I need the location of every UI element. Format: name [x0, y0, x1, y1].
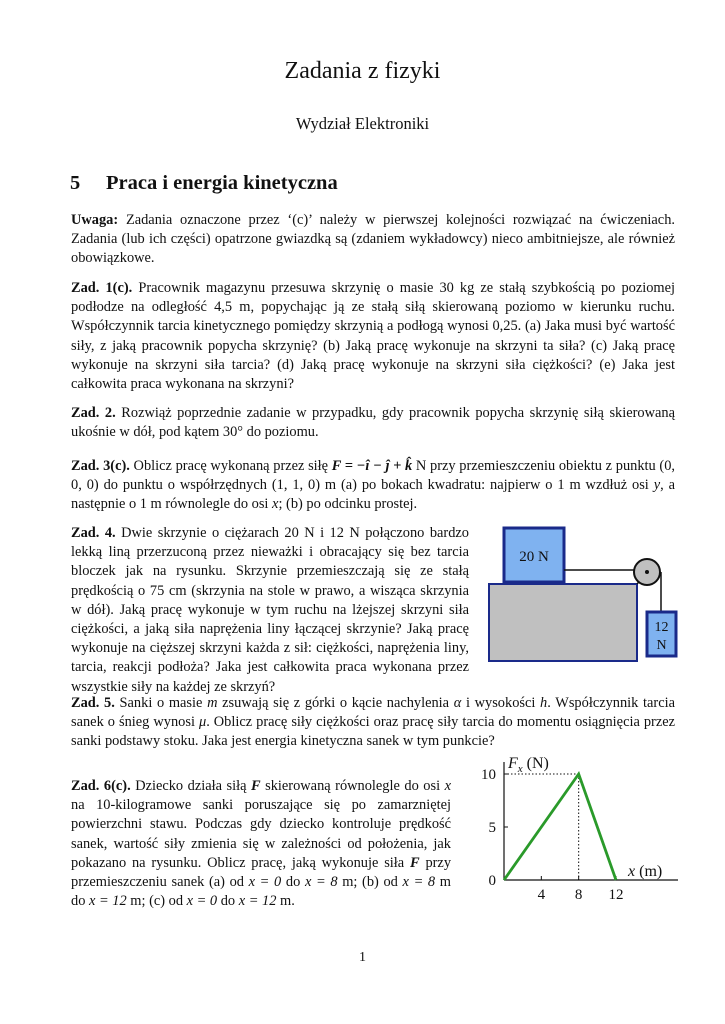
axis-x-1: x — [444, 778, 451, 794]
table-block — [489, 584, 637, 661]
note-text: Zadania oznaczone przez ‘(c)’ należy w pierwszej kolejności rozwiązać na ćwiczeniach. Zadania (lub ich części) opatrzone gwiazdką są (zdaniem wykładowcy) nieco ambitniejsze, ale również obowiązkowe. — [71, 212, 675, 267]
x-axis-label: x (m) — [628, 863, 663, 880]
problem-3 — [71, 457, 675, 515]
problem-2-text: Rozwiąż poprzednie zadanie w przypadku, gdy pracownik popycha skrzynię siłą skierowaną ukośnie w dół, pod kątem 30° do poziomu. — [71, 405, 675, 441]
problem-4-label: Zad. 4. — [71, 525, 116, 541]
problem-6-text-f: m; (b) od — [337, 874, 403, 891]
problem-3-text-a: Oblicz pracę wykonaną przez siłę — [133, 458, 332, 474]
range-5: x = 0 — [186, 893, 218, 910]
problem-6-text-e: do — [281, 874, 305, 891]
heavy-crate-label: 20 N — [519, 549, 549, 565]
section-number: 5 — [70, 172, 81, 194]
problem-5-text-c: i wysokości — [461, 695, 541, 711]
problem-3-text-c: , a następnie o 1 m równolegle do osi — [71, 477, 675, 513]
force-F-2: F — [410, 854, 420, 871]
note-label: Uwaga: — [71, 212, 119, 228]
document-title: Zadania z fizyki — [284, 58, 441, 84]
problem-6-text-b: skierowaną równolegle do osi — [260, 778, 445, 794]
var-alpha: α — [453, 695, 462, 711]
page-number: 1 — [359, 950, 366, 965]
range-6: x = 12 — [238, 893, 277, 910]
note-paragraph — [71, 211, 675, 269]
problem-5 — [71, 694, 675, 752]
y-tick-label-5: 5 — [488, 820, 496, 836]
pulley-figure — [484, 520, 694, 665]
problem-6-text-h: m; (c) od — [126, 893, 187, 910]
document-subtitle: Wydział Elektroniki — [295, 114, 430, 133]
problem-3-label: Zad. 3(c). — [71, 458, 130, 474]
problem-6-text-j: m. — [276, 893, 295, 910]
x-tick-label-4: 4 — [537, 887, 546, 903]
var-h: h — [540, 695, 548, 711]
y-axis-label: $F_x$ (N) — [508, 755, 549, 775]
problem-3-text-d: ; (b) po odcinku prostej. — [278, 496, 418, 513]
problem-3-text-b: N przy przemieszczeniu obiektu z punktu (0, 0, 0) do punktu o współrzędnych (1, 1, 0) m (a) po bokach kwadratu: najpierw o 1 m wzdłuż osi — [71, 458, 675, 494]
x-tick-label-8: 8 — [574, 887, 583, 903]
x-tick-label-12: 12 — [608, 887, 624, 903]
var-mu: μ — [198, 714, 207, 731]
problem-5-text-a: Sanki o masie — [119, 695, 208, 711]
range-2: x = 8 — [304, 874, 338, 891]
pulley-axle — [645, 570, 649, 574]
problem-6-text-a: Dziecko działa siłą — [135, 778, 251, 794]
y-tick-label-0: 0 — [488, 873, 496, 889]
range-3: x = 8 — [402, 874, 436, 891]
problem-1-label: Zad. 1(c). — [71, 280, 133, 296]
force-expression: F = −î − ĵ + k̂ — [331, 458, 413, 474]
problem-5-text-d: . Współczynnik tarcia sanek o śnieg wynosi — [71, 695, 675, 731]
problem-5-text-b: zsuwają się z górki o kącie nachylenia — [217, 695, 454, 711]
axis-y: y — [653, 477, 661, 494]
problem-2 — [71, 404, 675, 442]
force-position-chart — [478, 748, 708, 908]
var-m: m — [207, 695, 218, 711]
range-1: x = 0 — [248, 874, 282, 891]
problem-6-text-d: przy przemieszczeniu sanek (a) od — [71, 854, 452, 891]
problem-4 — [71, 524, 469, 697]
problem-6-text-i: do — [217, 893, 239, 910]
problem-6-text-c: na 10-kilogramowe sanki poruszające się po zamarzniętej powierzchni stawu. Podczas gdy dziecko kontroluje prędkość sanek, wartość siły zmienia się w zależności od położenia, jak pokazano na rysunku. Oblicz pracę, jaką wykonuje siła — [71, 797, 451, 871]
problem-6-text-g: m do — [71, 874, 451, 910]
hanging-crate-label-2: N — [656, 638, 667, 653]
axis-x: x — [272, 496, 279, 513]
force-F-1: F — [251, 778, 261, 794]
problem-1 — [71, 279, 675, 394]
problem-4-text: Dwie skrzynie o ciężarach 20 N i 12 N połączono bardzo lekką liną przerzuconą przez nieważki i obracający się bez tarcia bloczek jak na rysunku. Skrzynie przemieszczają się ze stałą prędkością o 75 cm (skrzynia na stole w prawo, a wisząca skrzynia w dół). Jaką pracę wykonuje w tym ruchu na lżejszej skrzyni siła ciężkości, a jaką siła naprężenia liny łączącej skrzynie? Jaką pracę wykonuje na cięższej skrzyni każda z sił: ciężkości, naprężenia liny, tarcia, reakcji podłoża? Jaka jest całkowita praca wykonana przez wszystkie siły na każdej ze skrzyń? — [71, 525, 469, 695]
problem-6 — [71, 777, 451, 911]
hanging-crate-label-1: 12 — [654, 620, 669, 635]
problem-5-label: Zad. 5. — [71, 695, 115, 711]
problem-6-label: Zad. 6(c). — [71, 778, 131, 794]
problem-2-label: Zad. 2. — [71, 405, 116, 421]
section-heading — [70, 172, 338, 195]
force-series-line — [504, 774, 616, 880]
range-4: x = 12 — [89, 893, 127, 910]
problem-1-text: Pracownik magazynu przesuwa skrzynię o masie 30 kg ze stałą szybkością po poziomej podłodze na odległość 4,5 m, popychając ją ze stałą siłą skierowaną poziomo w kierunku ruchu. Współczynnik tarcia kinetycznego pomiędzy skrzynią a podłogą wynosi 0,25. (a) Jaka musi być wartość siły, z jaką pracownik popycha skrzynię? (b) Jaką pracę wykonuje na skrzyni ta siła? (c) Jaką pracę wykonuje na skrzyni siła tarcia? (d) Jaką pracę wykonuje na skrzyni siła ciężkości? (e) Jaka jest całkowita praca wykonana na skrzyni? — [71, 280, 675, 393]
y-tick-label-10: 10 — [481, 767, 496, 783]
section-title: Praca i energia kinetyczna — [106, 172, 338, 194]
problem-5-text-e: . Oblicz pracę siły ciężkości oraz pracę siły tarcia do momentu osiągnięcia przez sanki podstawy stoku. Jaka jest energia kinetyczna sanek w tym punkcie? — [71, 714, 675, 750]
